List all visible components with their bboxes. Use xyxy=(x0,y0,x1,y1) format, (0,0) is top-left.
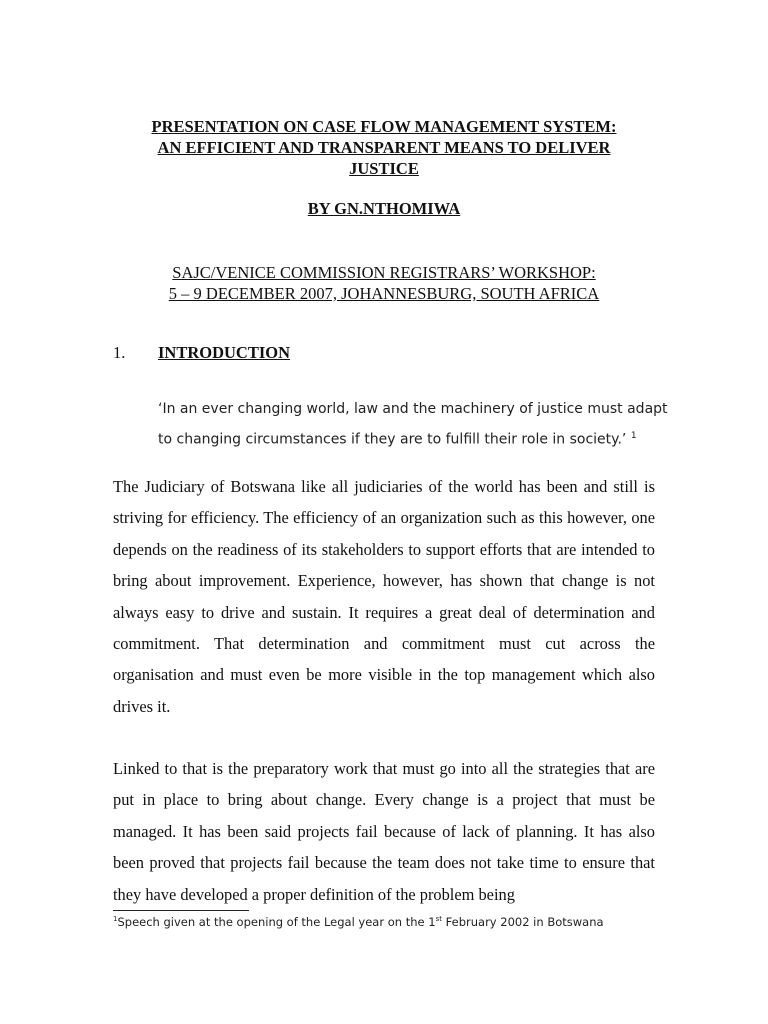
footnote-divider xyxy=(113,910,249,911)
title-line-1: PRESENTATION ON CASE FLOW MANAGEMENT SYSTEM: xyxy=(151,117,617,136)
quote-footnote-ref: 1 xyxy=(630,431,637,441)
document-title xyxy=(60,116,708,179)
footnote-text-start: Speech given at the opening of the Legal year on the 1 xyxy=(117,915,436,929)
title-line-2: AN EFFICIENT AND TRANSPARENT MEANS TO DELIVER xyxy=(157,138,611,157)
footnote-text-end: February 2002 in Botswana xyxy=(441,915,604,929)
workshop-line-1: SAJC/VENICE COMMISSION REGISTRARS’ WORKSHOP: xyxy=(172,263,596,282)
workshop-line-2: 5 – 9 DECEMBER 2007, JOHANNESBURG, SOUTH AFRICA xyxy=(168,284,600,303)
section-number: 1. xyxy=(113,343,126,362)
body-paragraph-1: The Judiciary of Botswana like all judiciaries of the world has been and still is striving for efficiency. The efficiency of an organization such as this however, one depends on the readiness of its stakeholders to support efforts that are intended to bring about improvement. Experience, however, has shown that change is not always easy to drive and sustain. It requires a great deal of determination and commitment. That determination and commitment must cut across the organisation and must even be more visible in the top management which also drives it. xyxy=(113,477,655,716)
opening-quote xyxy=(158,396,678,454)
section-title: INTRODUCTION xyxy=(158,343,291,362)
workshop-info xyxy=(60,262,708,304)
footnote-ordinal-suffix: st xyxy=(435,915,442,924)
title-line-3: JUSTICE xyxy=(349,159,419,178)
author-line: BY GN.NTHOMIWA xyxy=(307,199,461,218)
section-heading xyxy=(113,343,290,363)
quote-text: ‘In an ever changing world, law and the machinery of justice must adapt to changing circumstances if they are to fulfill their role in society.’ xyxy=(158,401,668,448)
footnote xyxy=(113,915,673,929)
footnote-marker: 1 xyxy=(113,915,118,924)
body-paragraph-2: Linked to that is the preparatory work that must go into all the strategies that are put in place to bring about change. Every change is a project that must be managed. It has been said projects fail because of lack of planning. It has also been proved that projects fail because the team does not take time to ensure that they have developed a proper definition of the problem being xyxy=(113,759,655,904)
